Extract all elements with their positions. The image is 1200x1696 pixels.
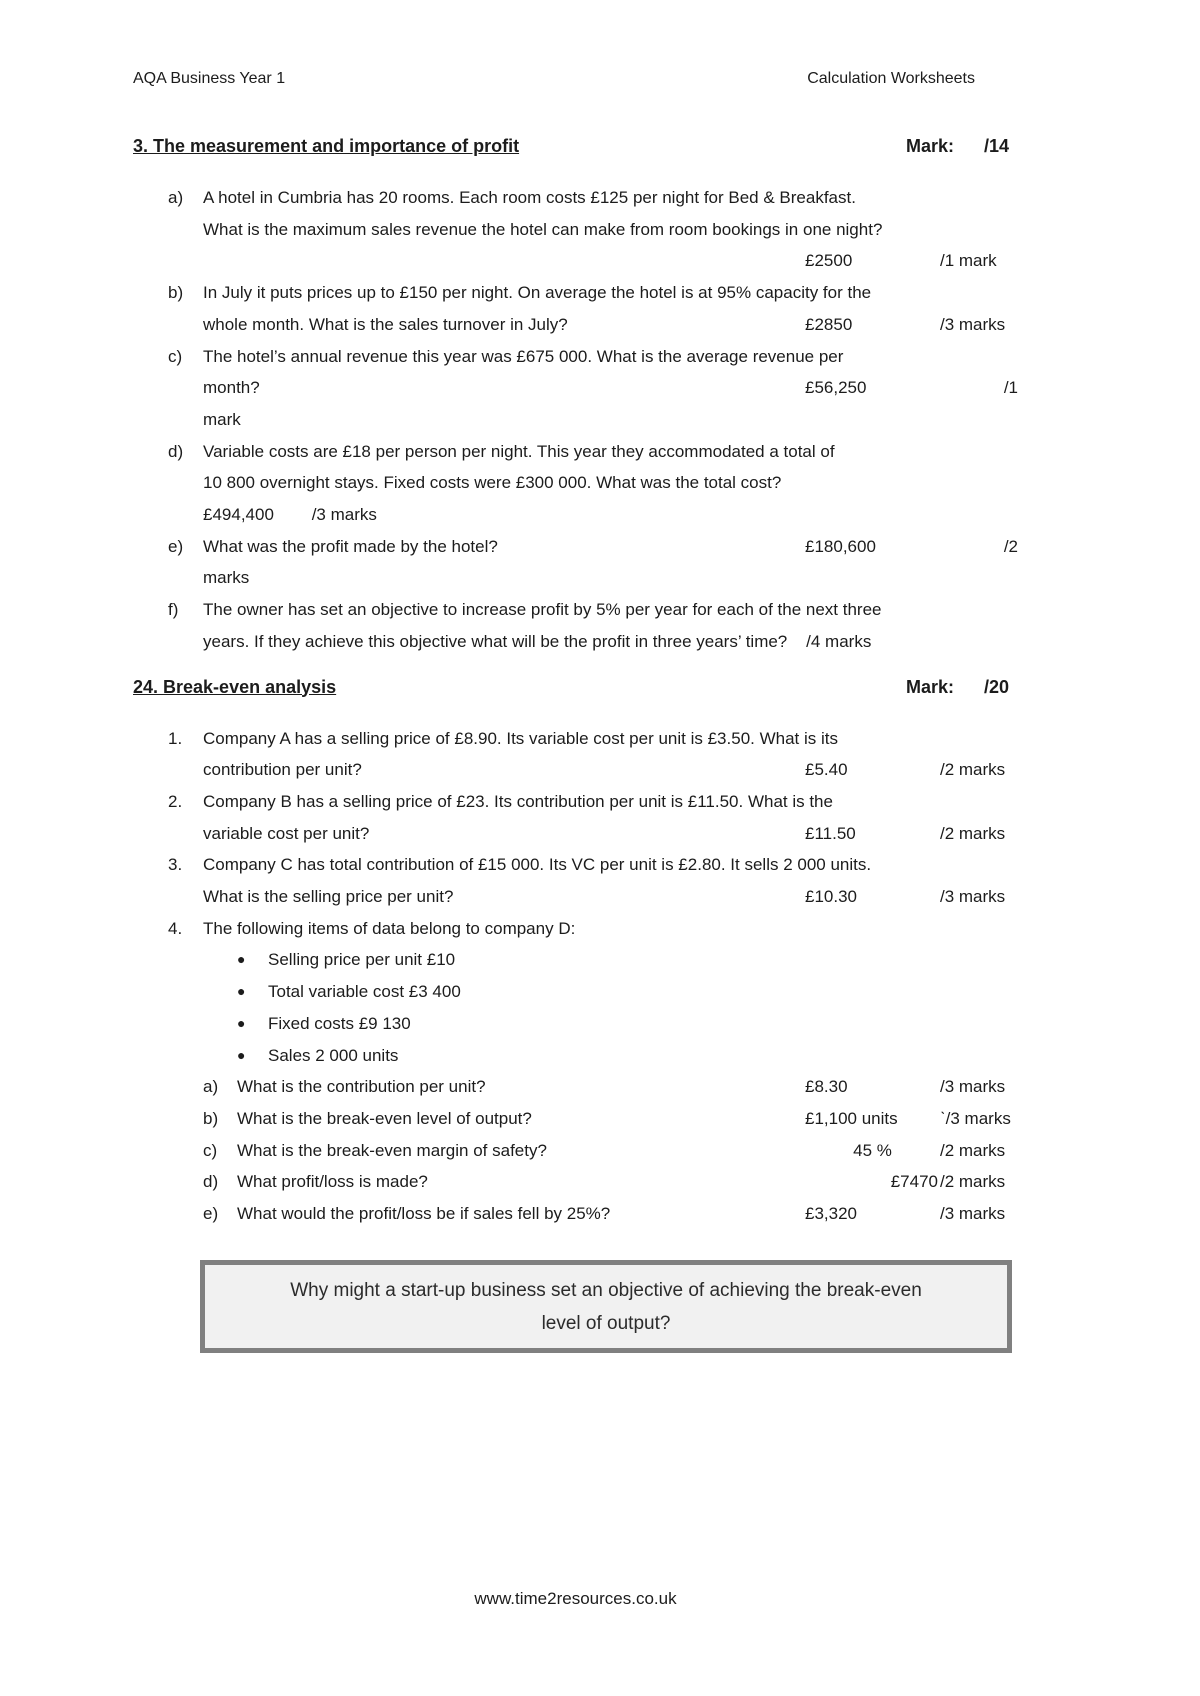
list-marker (133, 626, 203, 658)
list-marker (133, 467, 203, 499)
question-text: The hotel’s annual revenue this year was £675 000. What is the average revenue per (203, 346, 844, 366)
list-marker: 4. (168, 918, 183, 938)
question-text: years. If they achieve this objective what will be the profit in three years’ time? /4 marks (203, 631, 872, 651)
answer-value: £2850 (805, 314, 853, 334)
question-line (133, 277, 1018, 309)
question-line (133, 818, 1018, 850)
question-text (203, 245, 805, 277)
question-text: What is the maximum sales revenue the hotel can make from room bookings in one night? (203, 219, 883, 239)
list-marker: ● (237, 1046, 246, 1063)
marks-value: /2 marks (940, 1172, 1006, 1192)
question-text: What profit/loss is made? (237, 1172, 428, 1192)
question-line (133, 1071, 1018, 1103)
list-marker (133, 818, 203, 850)
list-marker: c) (168, 346, 183, 366)
question-line (133, 499, 1018, 531)
question-line (133, 531, 1018, 563)
question-line (133, 341, 1018, 373)
prompt-line-1: Why might a start-up business set an objective of achieving the break-even (290, 1279, 922, 1301)
question-line (133, 1166, 1018, 1198)
list-marker (133, 372, 203, 404)
question-text: The owner has set an objective to increase profit by 5% per year for each of the next three (203, 600, 882, 620)
mark-value: /20 (984, 676, 1010, 697)
list-marker: ● (237, 983, 246, 1000)
question-line (133, 976, 1018, 1008)
list-marker (133, 754, 203, 786)
page-content (133, 0, 1018, 1609)
question-text: Company C has total contribution of £15 000. Its VC per unit is £2.80. It sells 2 000 units. (203, 855, 872, 875)
list-marker (133, 214, 203, 246)
list-marker: ● (237, 1014, 246, 1031)
question-text: month? (203, 378, 260, 398)
marks-value: /2 (1003, 536, 1018, 556)
question-line (133, 245, 1018, 277)
question-text: whole month. What is the sales turnover in July? (203, 314, 568, 334)
list-marker: a) (168, 188, 184, 207)
question-text: Sales 2 000 units (268, 1045, 399, 1065)
question-line (133, 849, 1018, 881)
question-line (133, 626, 1018, 658)
answer-value: £11.50 (805, 823, 856, 843)
list-marker: c) (203, 1140, 218, 1160)
section-title: 24. Break-even analysis (133, 676, 337, 697)
list-marker: e) (168, 536, 184, 556)
marks-value: /3 marks (940, 1077, 1006, 1097)
question-line (133, 913, 1018, 945)
list-marker: a) (203, 1077, 219, 1097)
list-marker: e) (203, 1204, 219, 1224)
prompt-line-2: level of output? (541, 1312, 671, 1334)
marks-value: /2 marks (940, 1140, 1006, 1160)
list-marker: f) (168, 600, 179, 620)
question-text: What would the profit/loss be if sales fell by 25%? (237, 1204, 611, 1224)
question-line (133, 786, 1018, 818)
section-heading-breakeven (133, 676, 1018, 699)
answer-value: £10.30 (805, 887, 857, 907)
list-marker (133, 499, 203, 531)
list-marker: 2. (168, 791, 183, 811)
answer-value: £7470 (890, 1172, 938, 1192)
mark-label: Mark: (905, 136, 954, 156)
question-text: What is the selling price per unit? (203, 887, 454, 907)
marks-value: /3 marks (940, 887, 1006, 907)
marks-value: /1 mark (940, 251, 997, 271)
document-header (133, 0, 1018, 89)
answer-value: £5.40 (805, 760, 848, 780)
question-line (133, 594, 1018, 626)
question-text: contribution per unit? (203, 760, 362, 780)
list-marker: 3. (168, 855, 183, 875)
question-text: What is the contribution per unit? (237, 1077, 486, 1097)
footer-url: www.time2resources.co.uk (474, 1588, 677, 1608)
question-text: The following items of data belong to company D: (203, 918, 576, 938)
question-text: What was the profit made by the hotel? (203, 536, 498, 556)
question-text: Company B has a selling price of £23. Its contribution per unit is £11.50. What is the (203, 791, 833, 811)
question-text: variable cost per unit? (203, 823, 370, 843)
question-line (133, 754, 1018, 786)
list-marker: d) (168, 441, 184, 461)
answer-value: £2500 (805, 251, 853, 271)
section-title: 3. The measurement and importance of profit (133, 136, 520, 156)
question-text: Variable costs are £18 per person per night. This year they accommodated a total of (203, 441, 835, 461)
answer-value: £8.30 (805, 1077, 848, 1097)
breakeven-question-list (133, 723, 1018, 1230)
question-line (133, 467, 1018, 499)
question-line (133, 723, 1018, 755)
question-text: marks (203, 568, 250, 588)
question-text: £494,400 /3 marks (203, 505, 377, 525)
marks-value: /2 marks (940, 760, 1006, 780)
answer-value: £1,100 units (805, 1108, 898, 1128)
marks-value: /1 (1003, 378, 1018, 398)
question-line (133, 1135, 1018, 1167)
question-line (133, 214, 1018, 246)
question-line (133, 1103, 1018, 1135)
section-heading-profit (133, 135, 1018, 158)
list-marker: b) (168, 283, 184, 303)
question-text: What is the break-even margin of safety? (237, 1140, 547, 1160)
question-text: 10 800 overnight stays. Fixed costs were £300 000. What was the total cost? (203, 473, 782, 493)
question-line (133, 436, 1018, 468)
question-text: mark (203, 409, 241, 429)
list-marker: d) (203, 1172, 219, 1192)
question-line (133, 1008, 1018, 1040)
prompt-box (200, 1260, 1012, 1353)
question-line (133, 562, 1018, 594)
list-marker: b) (203, 1108, 219, 1128)
question-line (133, 944, 1018, 976)
answer-value: £56,250 (805, 378, 867, 398)
question-text: A hotel in Cumbria has 20 rooms. Each room costs £125 per night for Bed & Breakfast. (203, 188, 856, 207)
marks-value: /3 marks (940, 314, 1006, 334)
list-marker (133, 881, 203, 913)
question-text: Fixed costs £9 130 (268, 1013, 411, 1033)
profit-question-list (133, 182, 1018, 658)
list-marker: 1. (168, 728, 183, 748)
list-marker (133, 245, 203, 277)
list-marker (133, 309, 203, 341)
list-marker (133, 404, 203, 436)
list-marker: ● (237, 951, 246, 968)
question-text: Selling price per unit £10 (268, 950, 456, 970)
marks-value: ˋ/3 marks (940, 1108, 1011, 1128)
question-line (133, 309, 1018, 341)
question-line (133, 881, 1018, 913)
header-right-text: Calculation Worksheets (807, 70, 975, 87)
question-text: In July it puts prices up to £150 per night. On average the hotel is at 95% capacity for the (203, 283, 872, 303)
answer-value: 45 % (853, 1140, 892, 1160)
marks-value: /3 marks (940, 1204, 1006, 1224)
question-line (133, 1198, 1018, 1230)
answer-value: £180,600 (805, 536, 876, 556)
question-text: What is the break-even level of output? (237, 1108, 532, 1128)
answer-value: £3,320 (805, 1204, 857, 1224)
question-text: Total variable cost £3 400 (268, 982, 461, 1002)
question-line (133, 1040, 1018, 1072)
mark-label: Mark: (905, 676, 954, 697)
marks-value: /2 marks (940, 823, 1006, 843)
question-text: Company A has a selling price of £8.90. Its variable cost per unit is £3.50. What is its (203, 728, 838, 748)
question-line (133, 182, 1018, 214)
header-left-text: AQA Business Year 1 (133, 70, 286, 87)
question-line (133, 404, 1018, 436)
list-marker (133, 562, 203, 594)
mark-value: /14 (984, 136, 1010, 156)
question-line (133, 372, 1018, 404)
